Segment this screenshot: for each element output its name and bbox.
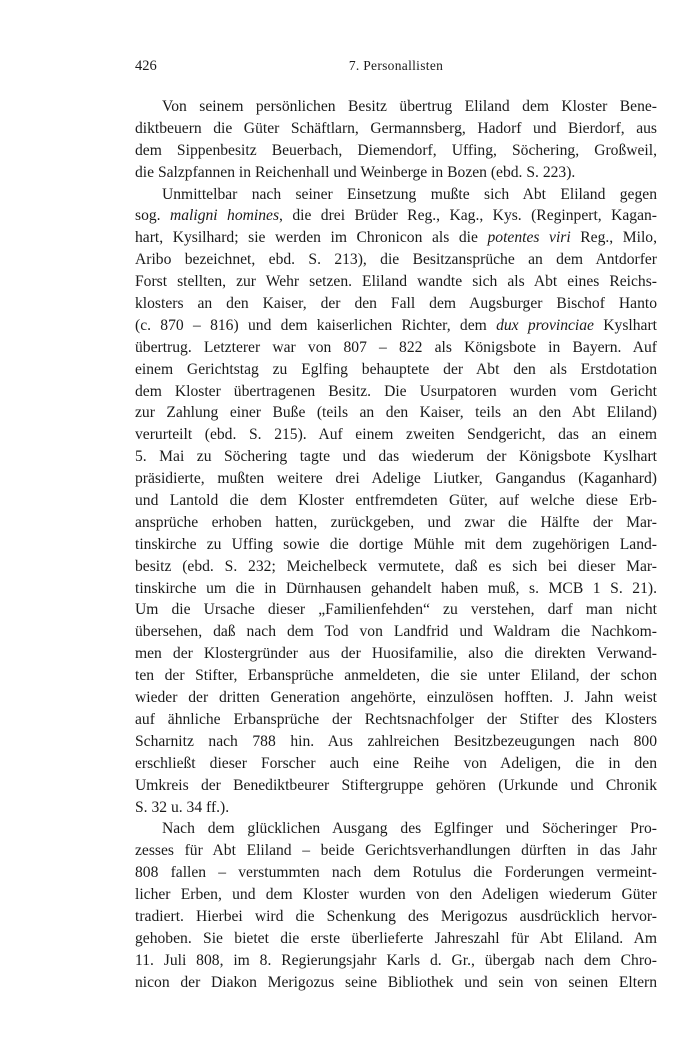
text-line — [135, 840, 657, 862]
text-segment: erschließt dieser Forscher auch eine Reihe von Adeligen, die in den — [135, 754, 657, 772]
text-segment: Nach dem glücklichen Ausgang des Eglfinger und Söcheringer Pro- — [162, 820, 657, 838]
text-segment: wieder der dritten Generation angehörte, einzulösen hofften. J. Jahn weist — [135, 689, 657, 707]
text-segment: licher Erben, und dem Kloster wurden von den Adeligen wiederum Güter — [135, 886, 657, 904]
text-line — [135, 972, 657, 994]
text-line — [135, 205, 657, 227]
text-segment: ten der Stifter, Erbansprüche anmeldeten, die sie unter Eliland, der schon — [135, 667, 657, 685]
text-line — [135, 687, 657, 709]
text-line — [135, 249, 657, 271]
text-segment: Unmittelbar nach seiner Einsetzung mußte sich Abt Eliland gegen — [162, 185, 657, 203]
text-segment: und Lantold die dem Kloster entfremdeten Güter, auf welche diese Erb- — [135, 492, 657, 510]
text-line — [135, 775, 657, 797]
text-segment: men der Klostergründer aus der Huosifamilie, also die direkten Verwand- — [135, 645, 657, 663]
text-segment: 11. Juli 808, im 8. Regierungsjahr Karls d. Gr., übergab nach dem Chro- — [135, 951, 657, 969]
text-line — [135, 490, 657, 512]
text-segment: zur Zahlung einer Buße (teils an den Kaiser, teils an den Abt Eliland) — [135, 404, 657, 422]
page-number: 426 — [135, 58, 157, 74]
text-segment: Aribo bezeichnet, ebd. S. 213), die Besitzansprüche an dem Antdorfer — [135, 251, 657, 269]
text-segment: übertrug. Letzterer war von 807 – 822 als Königsbote in Bayern. Auf — [135, 338, 657, 356]
text-segment: einem Gerichtstag zu Eglfing behauptete der Abt den als Erstdotation — [135, 360, 657, 378]
text-segment: die Salzpfannen in Reichenhall und Weinberge in Bozen (ebd. S. 223). — [135, 163, 576, 181]
text-segment: Umkreis der Benediktbeurer Stiftergruppe gehören (Urkunde und Chronik — [135, 776, 657, 794]
text-line — [135, 599, 657, 621]
text-segment: tinskirche zu Uffing sowie die dortige Mühle mit dem zugehörigen Land- — [135, 535, 657, 553]
text-line — [135, 140, 657, 162]
text-line — [135, 315, 657, 337]
text-segment: 808 fallen – verstummten nach dem Rotulus die Forderungen vermeint- — [135, 864, 657, 882]
text-segment: ansprüche erhoben hatten, zurückgeben, und zwar die Hälfte der Mar- — [135, 513, 657, 531]
text-segment: Scharnitz nach 788 hin. Aus zahlreichen Besitzbezeugungen nach 800 — [135, 732, 657, 750]
text-segment: Forst stellten, zur Wehr setzen. Eliland wandte sich als Abt eines Reichs- — [135, 273, 657, 291]
text-line — [135, 884, 657, 906]
text-line — [135, 731, 657, 753]
text-segment: Kyslhart — [593, 316, 657, 334]
text-segment: Von seinem persönlichen Besitz übertrug Eliland dem Kloster Bene- — [162, 98, 657, 115]
text-segment: gehoben. Sie bietet die erste überlieferte Jahreszahl für Abt Eliland. Am — [135, 929, 657, 947]
text-segment: 5. Mai zu Söchering tagte und das wiederum der Königsbote Kyslhart — [135, 448, 657, 466]
text-segment: tradiert. Hierbei wird die Schenkung des Merigozus ausdrücklich hervor- — [135, 907, 657, 925]
text-line — [135, 906, 657, 928]
text-line — [135, 337, 657, 359]
running-title: 7. Personallisten — [348, 58, 444, 73]
text-line — [135, 709, 657, 731]
text-line — [135, 818, 657, 840]
text-line — [135, 424, 657, 446]
text-line — [135, 468, 657, 490]
text-segment: auf ähnliche Erbansprüche der Rechtsnachfolger der Stifter des Klosters — [135, 710, 657, 728]
text-line — [135, 643, 657, 665]
text-segment: dem Sippenbesitz Beuerbach, Diemendorf, Uffing, Söchering, Großweil, — [135, 141, 657, 159]
text-line — [135, 512, 657, 534]
text-line — [135, 359, 657, 381]
text-line — [135, 797, 657, 819]
text-line — [135, 753, 657, 775]
text-segment: sog. — [135, 207, 170, 225]
text-line — [135, 227, 657, 249]
text-line — [135, 862, 657, 884]
text-segment: nicon der Diakon Merigozus seine Bibliothek und sein von seinen Eltern — [135, 973, 657, 991]
text-segment: tinskirche um die in Dürnhausen gehandelt haben muß, s. MCB 1 S. 21). — [135, 579, 657, 597]
text-line — [135, 578, 657, 600]
body-text — [135, 96, 657, 994]
text-segment: (c. 870 – 816) und dem kaiserlichen Richter, dem — [135, 316, 497, 334]
text-line — [135, 621, 657, 643]
text-line — [135, 446, 657, 468]
text-segment: präsidierte, mußten weitere drei Adelige Liutker, Gangandus (Kaganhard) — [135, 470, 657, 488]
text-line — [135, 665, 657, 687]
text-line — [135, 96, 657, 118]
text-line — [135, 271, 657, 293]
text-segment: klosters an den Kaiser, der den Fall dem Augsburger Bischof Hanto — [135, 295, 657, 313]
text-segment: verurteilt (ebd. S. 215). Auf einem zweiten Sendgericht, das an einem — [135, 426, 657, 444]
text-segment: hart, Kysilhard; sie werden im Chronicon als die — [135, 229, 488, 247]
text-line — [135, 950, 657, 972]
text-segment: S. 32 u. 34 ff.). — [135, 798, 230, 816]
text-line — [135, 534, 657, 556]
page-header — [135, 58, 657, 80]
italic-term: dux provinciae — [496, 316, 594, 334]
text-segment: zesses für Abt Eliland – beide Gerichtsverhandlungen dürften in das Jahr — [135, 842, 657, 860]
text-segment: besitz (ebd. S. 232; Meichelbeck vermutete, daß es sich bei dieser Mar- — [135, 557, 657, 575]
text-line — [135, 556, 657, 578]
text-line — [135, 928, 657, 950]
italic-term: maligni homines — [169, 207, 280, 225]
text-segment: , die drei Brüder Reg., Kag., Kys. (Reginpert, Kagan- — [279, 207, 658, 225]
text-line — [135, 184, 657, 206]
text-segment: Um die Ursache dieser „Familienfehden“ zu verstehen, darf man nicht — [135, 601, 657, 619]
text-line — [135, 118, 657, 140]
text-line — [135, 381, 657, 403]
text-segment: Reg., Milo, — [570, 229, 657, 247]
italic-term: potentes viri — [487, 229, 571, 247]
text-line — [135, 162, 657, 184]
text-segment: diktbeuern die Güter Schäftlarn, Germannsberg, Hadorf und Bierdorf, aus — [135, 119, 657, 137]
text-line — [135, 293, 657, 315]
text-segment: dem Kloster übertragenen Besitz. Die Usurpatoren wurden vom Gericht — [135, 382, 657, 400]
text-segment: übersehen, daß nach dem Tod von Landfrid und Waldram die Nachkom- — [135, 623, 657, 641]
text-line — [135, 402, 657, 424]
